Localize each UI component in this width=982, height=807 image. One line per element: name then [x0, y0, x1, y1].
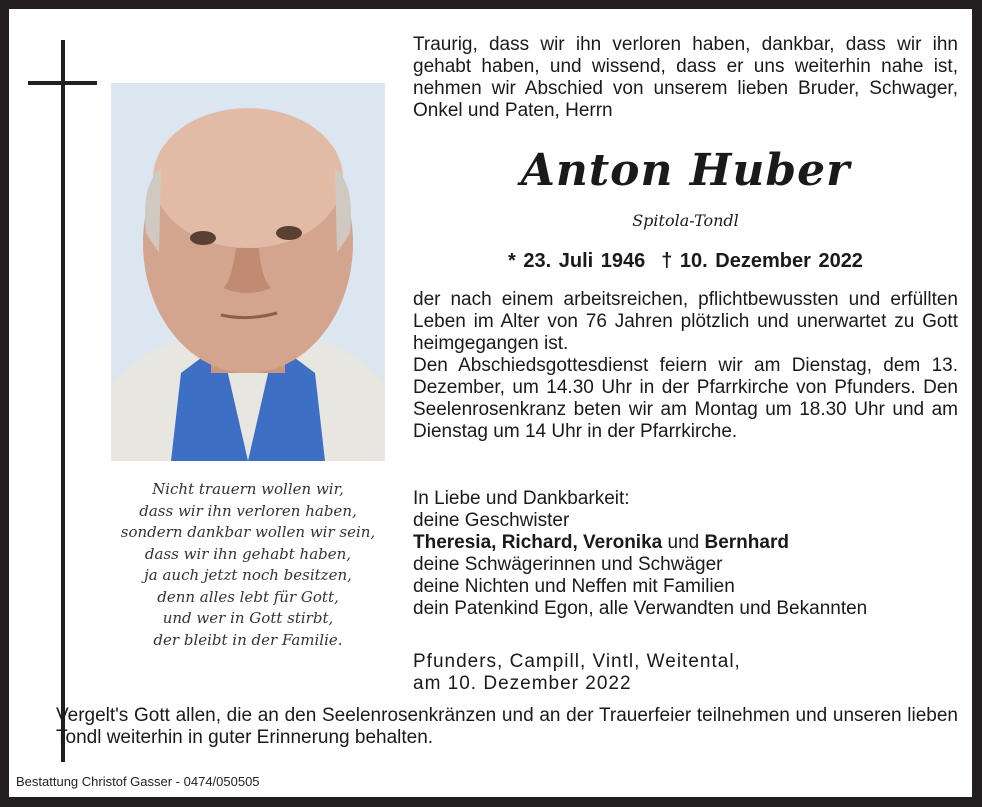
thanks-text: Vergelt's Gott allen, die an den Seelenrosenkränzen und an der Trauerfeier teilnehmen und unseren lieben Tondl weiterhin in guter Erinnerung behalten.	[56, 705, 958, 748]
poem-line: denn alles lebt für Gott,	[157, 587, 339, 606]
poem-line: und wer in Gott stirbt,	[162, 609, 334, 627]
nickname: Spitola-Tondl	[632, 211, 739, 230]
signature-line: dein Patenkind Egon, alle Verwandten und Bekannten	[413, 598, 868, 619]
poem-line: der bleibt in der Familie.	[153, 630, 343, 649]
siblings-line	[413, 532, 958, 554]
cross-icon-bar	[28, 81, 97, 85]
deceased-name: Anton Huber	[520, 145, 851, 196]
birth-date: * 23. Juli 1946	[508, 250, 646, 272]
death-date: † 10. Dezember 2022	[661, 250, 863, 272]
conjunction: und	[662, 532, 705, 553]
poem-line: ja auch jetzt noch besitzen,	[144, 566, 352, 584]
life-dates	[413, 250, 958, 273]
poem-line: dass wir ihn verloren haben,	[139, 501, 357, 520]
signature-line: In Liebe und Dankbarkeit:	[413, 488, 630, 509]
sibling-names: Theresia, Richard, Veronika	[413, 532, 663, 553]
poem-line: Nicht trauern wollen wir,	[152, 480, 344, 498]
place-date	[413, 651, 958, 695]
sibling-name: Bernhard	[704, 532, 789, 553]
portrait-photo	[111, 83, 385, 461]
service-paragraph: Den Abschiedsgottesdienst feiern wir am Dienstag, dem 13. Dezember, um 14.30 Uhr in der Pfarrkirche von Pfunders. Den Seelenrosenkranz beten wir am Montag um 18.30 Uhr und am Dienstag um 14 Uhr in der Pfarrkirche.	[413, 355, 958, 442]
funeral-home-footer: Bestattung Christof Gasser - 0474/050505	[16, 774, 260, 789]
intro-text: Traurig, dass wir ihn verloren haben, dankbar, dass wir ihn gehabt haben, und wissend, dass er uns weiterhin nahe ist, nehmen wir Abschied von unserem lieben Bruder, Schwager, Onkel und Paten, Herrn	[413, 34, 958, 121]
life-paragraph: der nach einem arbeitsreichen, pflichtbewussten und erfüllten Leben im Alter von 76 Jahren plötzlich und unerwartet zu Gott heimgegangen ist.	[413, 289, 958, 354]
poem	[111, 479, 385, 651]
poem-line: dass wir ihn gehabt haben,	[144, 544, 352, 563]
signature-line: deine Nichten und Neffen mit Familien	[413, 576, 735, 597]
place-line: Pfunders, Campill, Vintl, Weitental,	[413, 651, 741, 672]
signature-line: deine Schwägerinnen und Schwäger	[413, 554, 723, 575]
poem-line: sondern dankbar wollen wir sein,	[120, 523, 376, 541]
obituary-page	[9, 9, 972, 797]
signature-line: deine Geschwister	[413, 510, 570, 531]
cross-icon	[61, 40, 65, 762]
signature-block	[413, 488, 958, 620]
date-line: am 10. Dezember 2022	[413, 673, 632, 694]
